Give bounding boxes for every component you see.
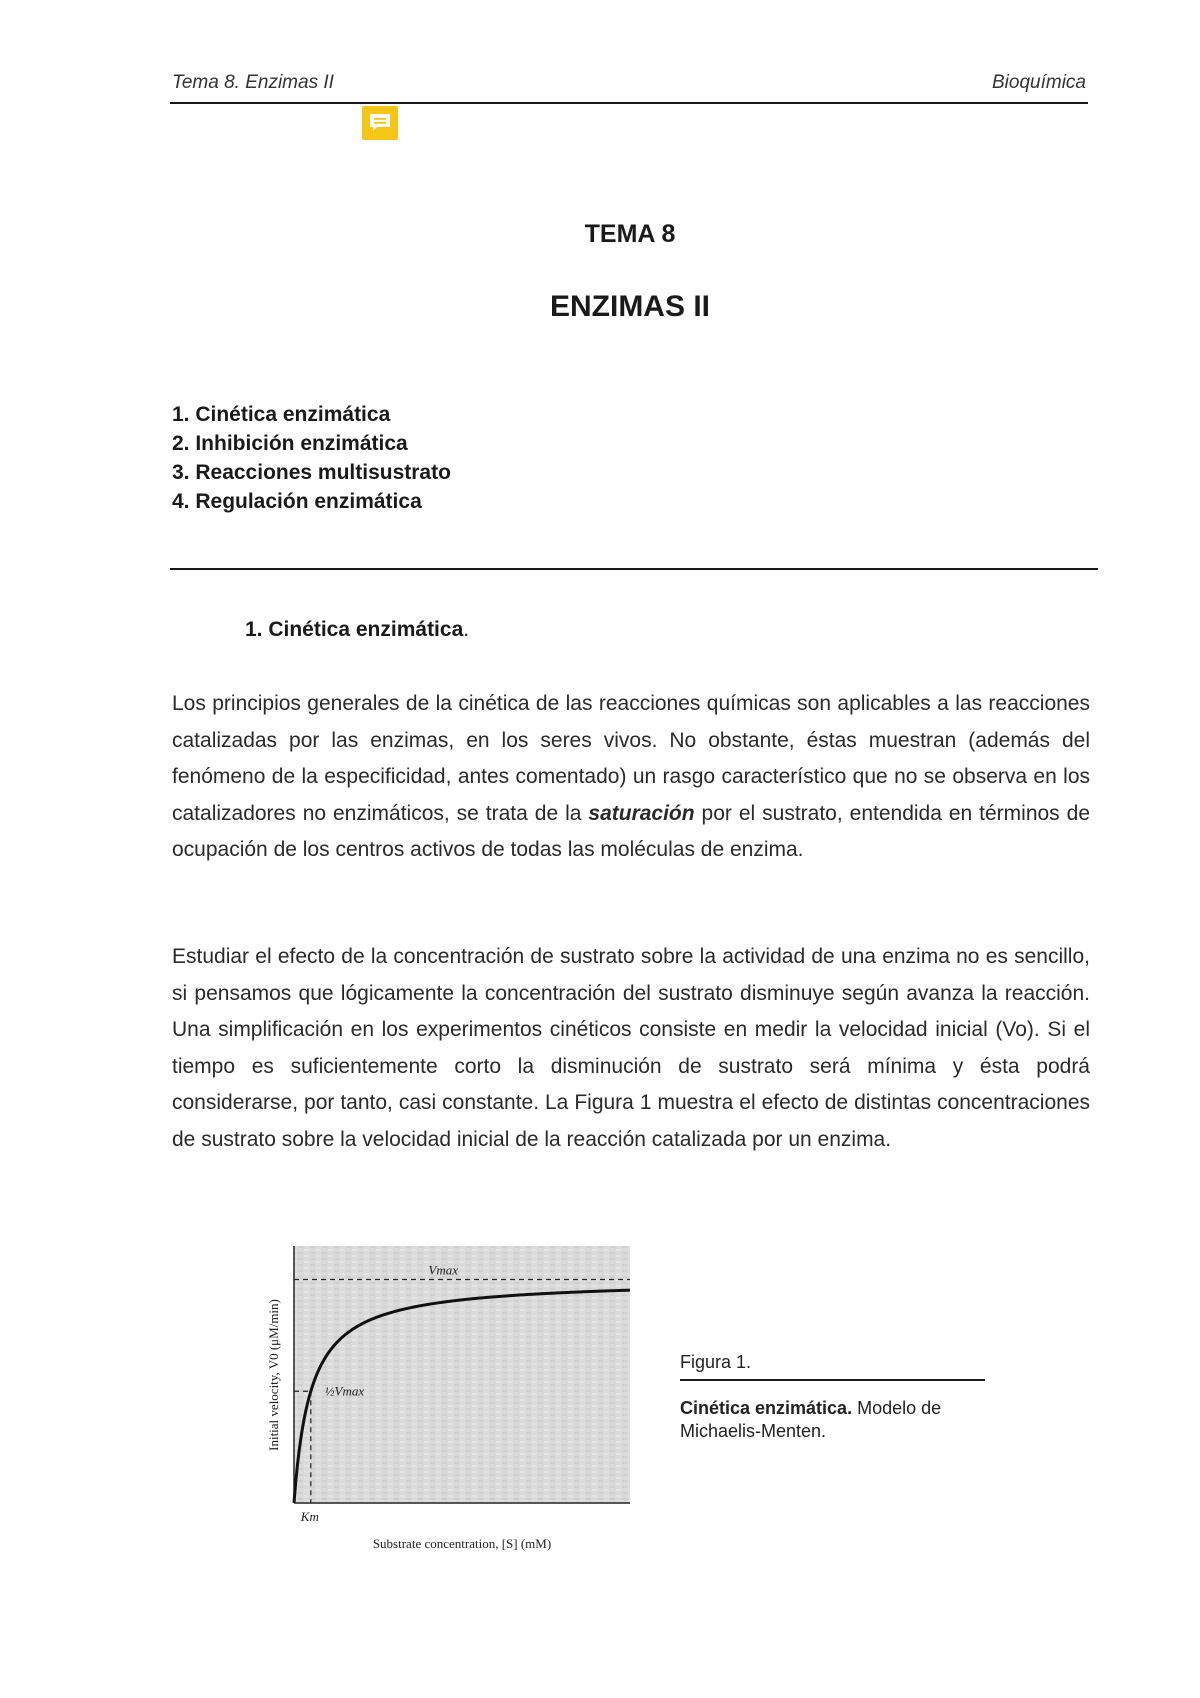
table-of-contents [172, 400, 451, 516]
header-subject: Bioquímica [992, 72, 1086, 93]
km-label: Km [300, 1509, 319, 1524]
chapter-title: ENZIMAS II [549, 290, 710, 323]
section-heading [245, 618, 469, 642]
page-header [170, 70, 1088, 104]
figure-caption-text [680, 1397, 985, 1443]
toc-item: 3. Reacciones multisustrato [172, 461, 451, 484]
figure-caption-body: Modelo de Michaelis-Menten. [680, 1398, 942, 1441]
toc-item: 1. Cinética enzimática [172, 403, 391, 426]
figure-caption-title: Cinética enzimática. [680, 1398, 853, 1418]
emphasis-saturacion: saturación [588, 801, 695, 825]
vmax-label: Vmax [428, 1262, 459, 1278]
speech-bubble-icon [369, 113, 391, 133]
x-axis-label: Substrate concentration, [S] (mM) [372, 1536, 552, 1551]
plot-background [294, 1246, 630, 1503]
toc-item: 2. Inhibición enzimática [172, 432, 408, 455]
section-divider [170, 568, 1098, 570]
paragraph-saturation [172, 686, 1090, 869]
section-heading-dot: . [463, 618, 470, 641]
paragraph-text: por el sustrato, entendida en términos de ocupación de los centros activos de todas las moléculas de enzima. [172, 801, 1090, 861]
half-vmax-label: ½Vmax [324, 1383, 365, 1399]
figure-label: Figura 1. [680, 1352, 985, 1381]
paragraph-text: Los principios generales de la cinética de las reacciones químicas son aplicables a las reacciones catalizadas por las enzimas, en los seres vivos. No obstante, éstas muestran (además del fenómeno de la especificidad, antes comentado) un rasgo característico que no se observa en los catalizadores no enzimáticos, se trata de la [172, 692, 1090, 825]
chapter-number: TEMA 8 [584, 220, 676, 248]
section-heading-text: 1. Cinética enzimática [245, 618, 464, 641]
comment-icon[interactable] [362, 106, 398, 140]
paragraph-initial-velocity: Estudiar el efecto de la concentración de sustrato sobre la actividad de una enzima no es sencillo, si pensamos que lógicamente la concentración del sustrato disminuye según avanza la reacción. Una simplificación en los experimentos cinéticos consiste en medir la velocidad inicial (Vo). Si el tiempo es suficientemente corto la disminución de sustrato será mínima y ésta podrá considerarse, por tanto, casi constante. La Figura 1 muestra el efecto de distintas concentraciones de sustrato sobre la velocidad inicial de la reacción catalizada por un enzima. [172, 945, 1090, 1151]
figure-caption [680, 1352, 985, 1443]
toc-item: 4. Regulación enzimática [172, 490, 422, 513]
y-axis-label: Initial velocity, V0 (μM/min) [266, 1299, 281, 1451]
michaelis-menten-chart [262, 1240, 632, 1560]
header-chapter: Tema 8. Enzimas II [172, 72, 334, 93]
